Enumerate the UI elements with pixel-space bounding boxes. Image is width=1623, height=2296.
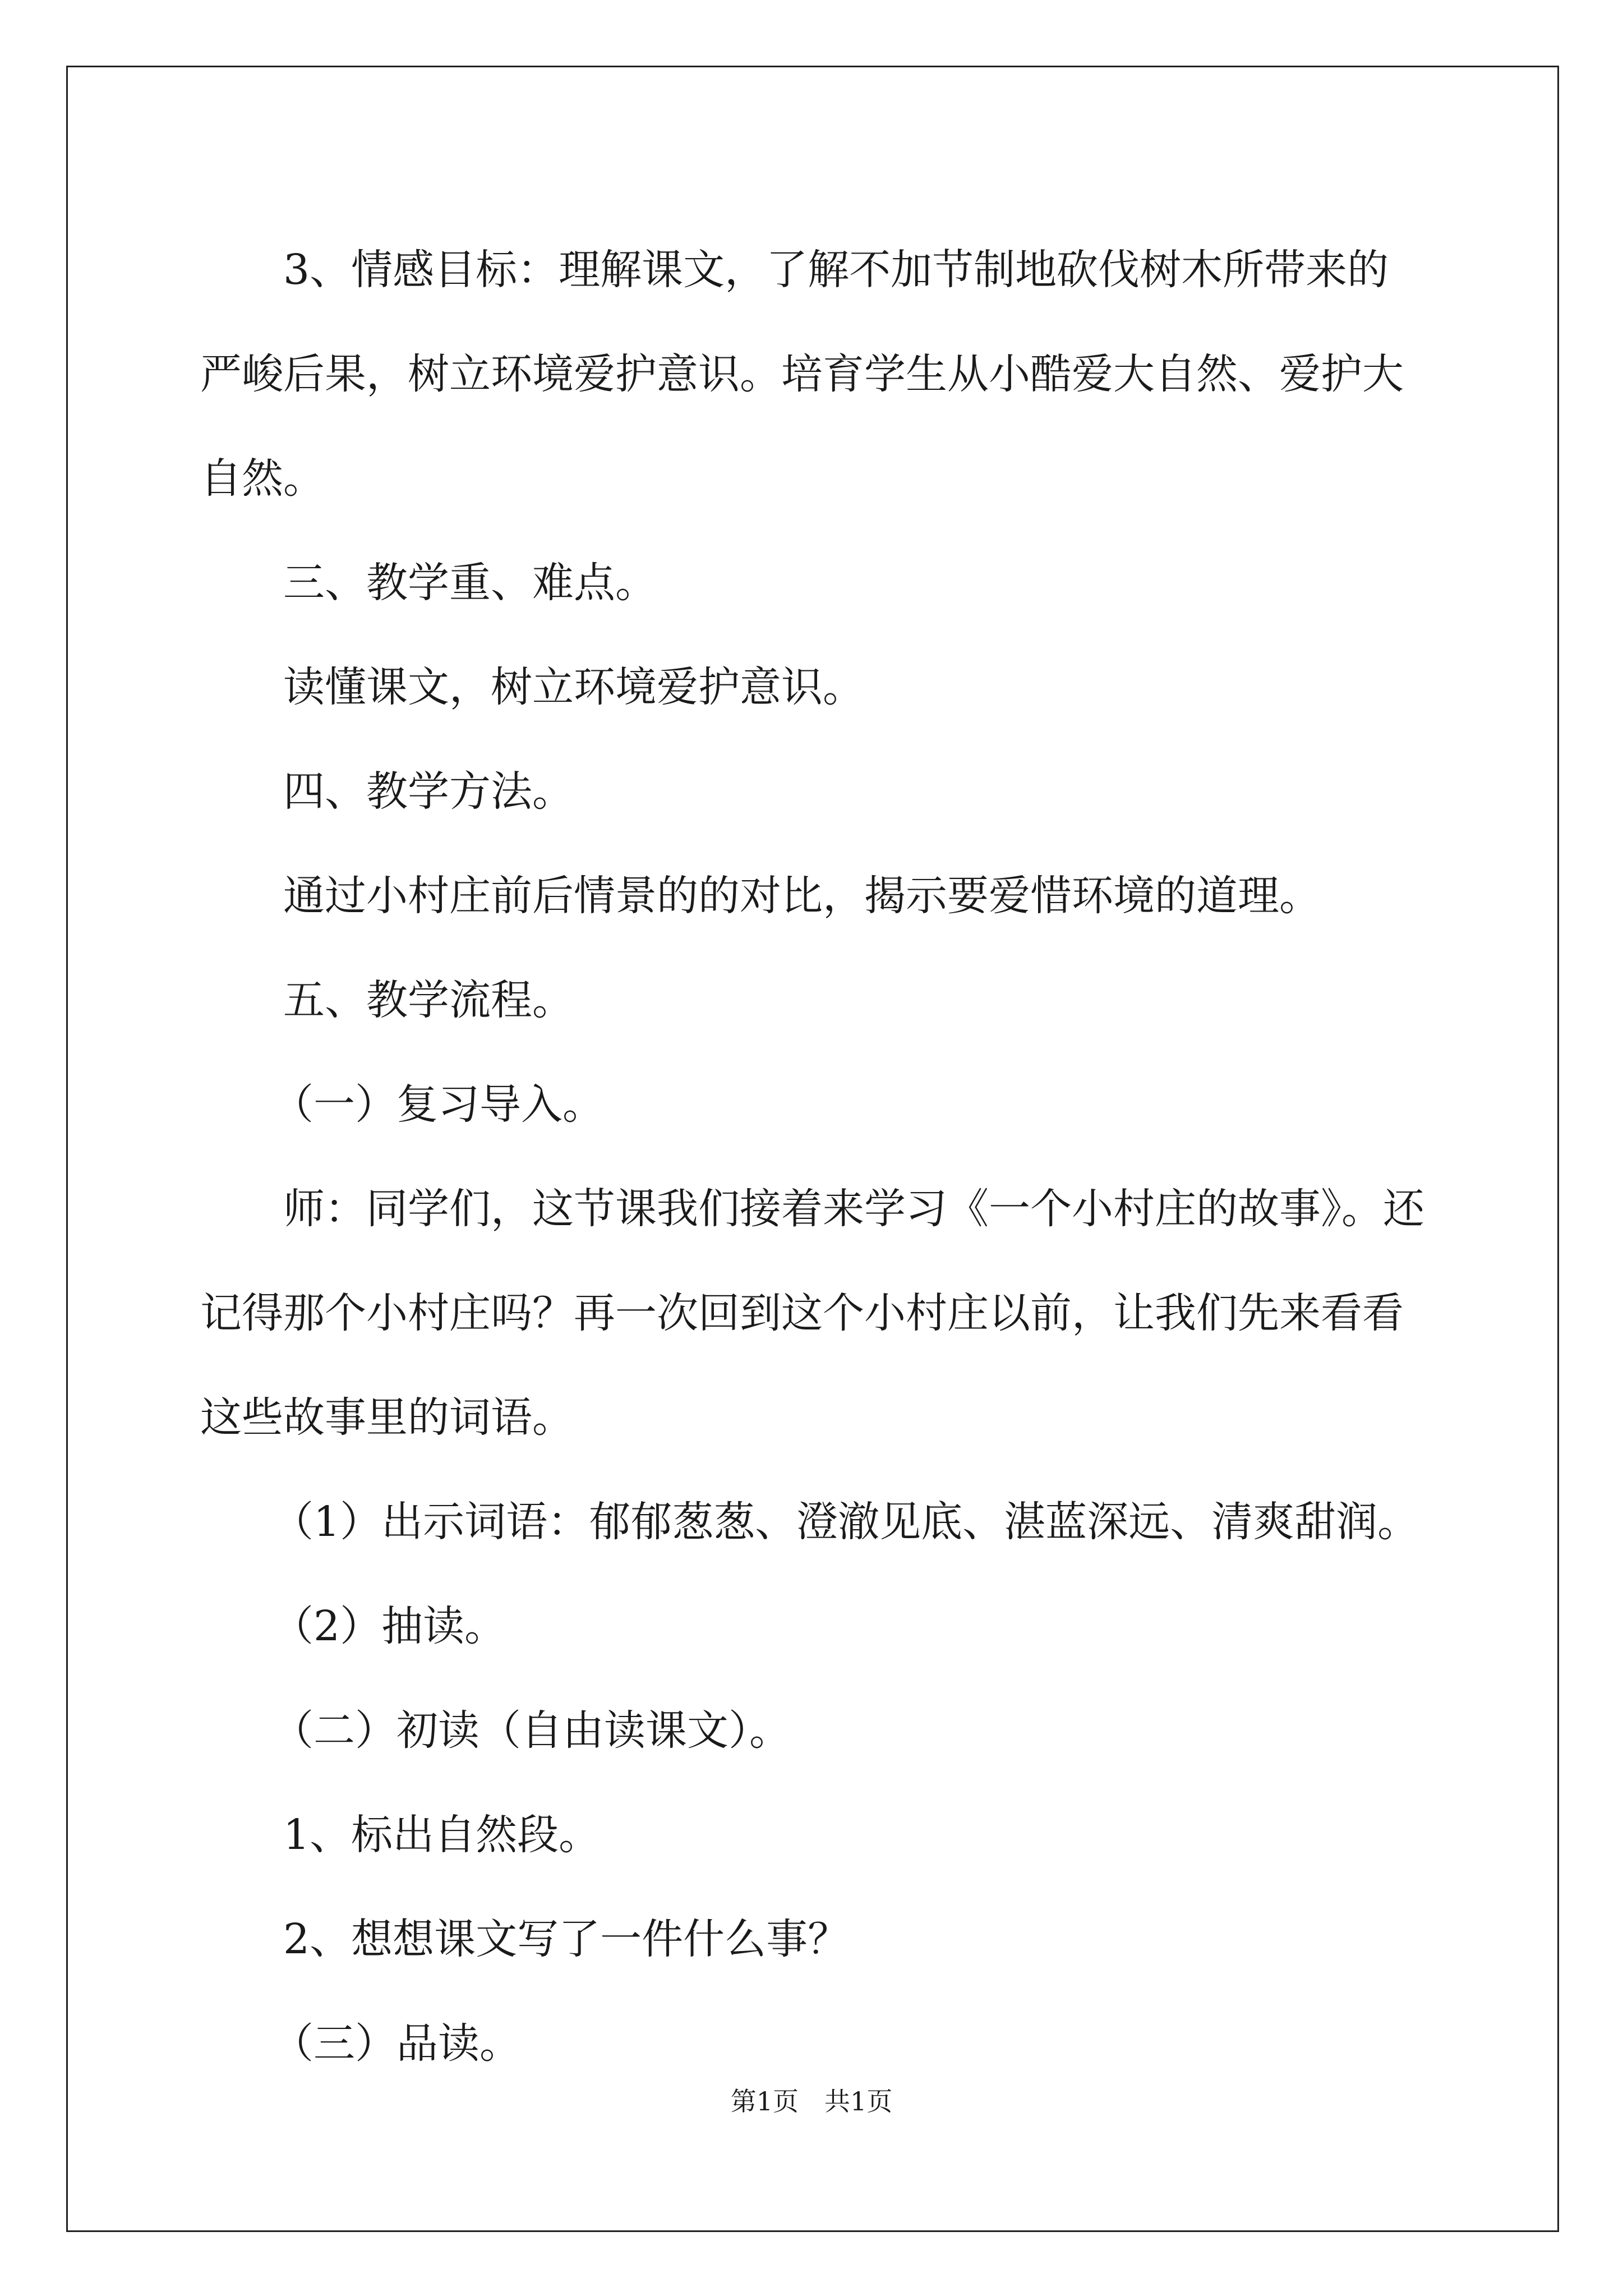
list-item-think-story: 2、想想课文写了一件什么事？: [283, 1915, 850, 1963]
heading-key-points: 三、教学重、难点。: [283, 559, 657, 607]
list-item-spot-read: （2）抽读。: [272, 1602, 506, 1650]
page-number-footer: 第1页 共1页: [730, 2086, 893, 2116]
heading-appreciate-read: （三）品读。: [272, 2019, 521, 2068]
heading-teaching-method: 四、教学方法。: [283, 767, 574, 816]
document-body: [200, 218, 1428, 2096]
paragraph-teaching-method: 通过小村庄前后情景的的对比，揭示要爱惜环境的道理。: [283, 872, 1321, 920]
heading-review-intro: （一）复习导入。: [272, 1080, 604, 1129]
list-item-show-words: （1）出示词语：郁郁葱葱、澄澈见底、湛蓝深远、清爽甜润。: [272, 1498, 1419, 1546]
paragraph-emotion-goal: 3、情感目标：理解课文，了解不加节制地砍伐树木所带来的严峻后果，树立环境爱护意识。培育学生从小酷爱大自然、爱护大自然。: [200, 246, 1404, 503]
paragraph-teacher-intro: 师：同学们，这节课我们接着来学习《一个小村庄的故事》。还记得那个小村庄吗？再一次回到这个小村庄以前，让我们先来看看这些故事里的词语。: [200, 1185, 1424, 1442]
heading-first-read: （二）初读（自由读课文）。: [272, 1706, 791, 1755]
paragraph-key-points: 读懂课文，树立环境爱护意识。: [283, 663, 864, 711]
list-item-mark-paragraphs: 1、标出自然段。: [283, 1811, 601, 1859]
heading-teaching-process: 五、教学流程。: [283, 976, 574, 1024]
